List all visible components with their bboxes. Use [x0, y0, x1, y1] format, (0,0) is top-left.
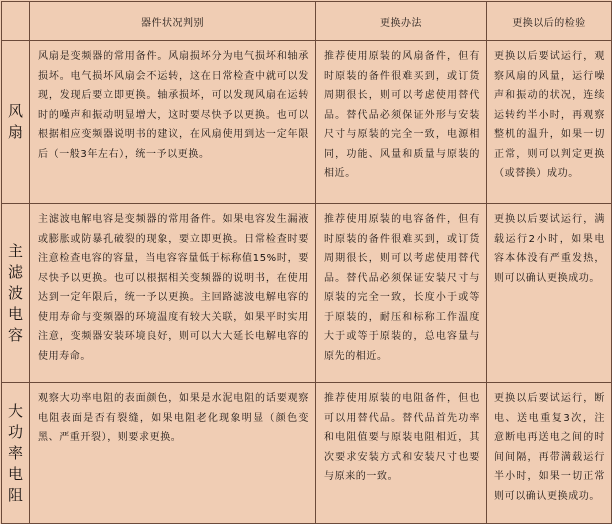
- method-text: 推荐使用原装的电阻备件，但也可以用替代品。替代品首先功率和电阻值要与原装电阻相近，其次要求安装方式和安装尺寸也要与原来的一致。: [324, 393, 480, 482]
- table-row: [2, 204, 612, 383]
- method-cell: [316, 204, 487, 383]
- check-text: 更换以后要试运行，满载运行2小时，如果电容本体没有严重发热，则可以确认更换成功。: [494, 214, 605, 284]
- row-head-filter-capacitor: [2, 204, 30, 383]
- judgment-cell: [30, 383, 316, 524]
- check-text: 更换以后要试运行，观察风扇的风量，运行噪声和振动的状况，连续运转约半小时，再观察整机的温升，如果一切正常，则可以判定更换（或替换）成功。: [494, 51, 605, 179]
- judgment-text: 主滤波电解电容是变频器的常用备件。如果电容发生漏液或膨胀或防暴孔破裂的现象，要立即更换。日常检查时要注意检查电容的容量，当电容容量低于标称值15%时，要尽快予以更换。也可以根据相关变频器的说明书，在使用达到一定年限后，统一予以更换。主回路滤波电解电容的使用寿命与变频器的环境温度有较大关联，如果平时实用注意，变频器安装环境良好，则可以大大延长电解电容的使用寿命。: [38, 214, 309, 362]
- header-row: [2, 2, 612, 41]
- method-text: 推荐使用原装的风扇备件，但有时原装的备件很难买到，或订货周期很长，则可以考虑使用替代品。替代品必须保证外形与安装尺寸与原装的完全一致，电源相同，功能、风量和质量与原装的相近。: [324, 51, 480, 179]
- table-row: [2, 383, 612, 524]
- row-head-label: 大功率电阻: [7, 401, 23, 504]
- judgment-text: 风扇是变频器的常用备件。风扇损坏分为电气损坏和轴承损坏。电气损坏风扇会不运转，这在日常检查中就可以发现，发现后要立即更换。轴承损坏，可以发现风扇在运转时的噪声和振动明显增大，这时要尽快予以更换。也可以根据相应变频器说明书的建议，在风扇使用到达一定年限后（一般3年左右），统一予以更换。: [38, 51, 309, 160]
- row-head-label: 风扇: [7, 102, 23, 141]
- header-judgment: 器件状况判别: [30, 2, 316, 41]
- method-cell: [316, 41, 487, 204]
- method-cell: [316, 383, 487, 524]
- judgment-cell: [30, 204, 316, 383]
- header-method: 更换办法: [316, 2, 487, 41]
- header-category: [2, 2, 30, 41]
- spare-parts-table: [1, 1, 612, 524]
- method-text: 推荐使用原装的电容备件，但有时原装的备件很难买到，或订货周期很长，则可以考虑使用替代品。替代品必须保证安装尺寸与原装的完全一致，长度小于或等于原装的，耐压和标称工作温度大于或等于原装的，总电容量与原先的相近。: [324, 214, 480, 362]
- check-cell: [487, 41, 612, 204]
- judgment-cell: [30, 41, 316, 204]
- check-cell: [487, 383, 612, 524]
- judgment-text: 观察大功率电阻的表面颜色，如果是水泥电阻的话要观察电阻表面是否有裂缝，如果电阻老化现象明显（颜色变黑、严重开裂），则要求更换。: [38, 393, 309, 443]
- check-cell: [487, 204, 612, 383]
- check-text: 更换以后要试运行，断电、送电重复3次，注意断电再送电之间的时间间隔，再带满载运行半小时，如果一切正常则可以确认更换成功。: [494, 393, 605, 502]
- table-row: [2, 41, 612, 204]
- row-head-label: 主滤波电容: [7, 241, 23, 344]
- row-head-power-resistor: [2, 383, 30, 524]
- header-check: 更换以后的检验: [487, 2, 612, 41]
- row-head-fan: [2, 41, 30, 204]
